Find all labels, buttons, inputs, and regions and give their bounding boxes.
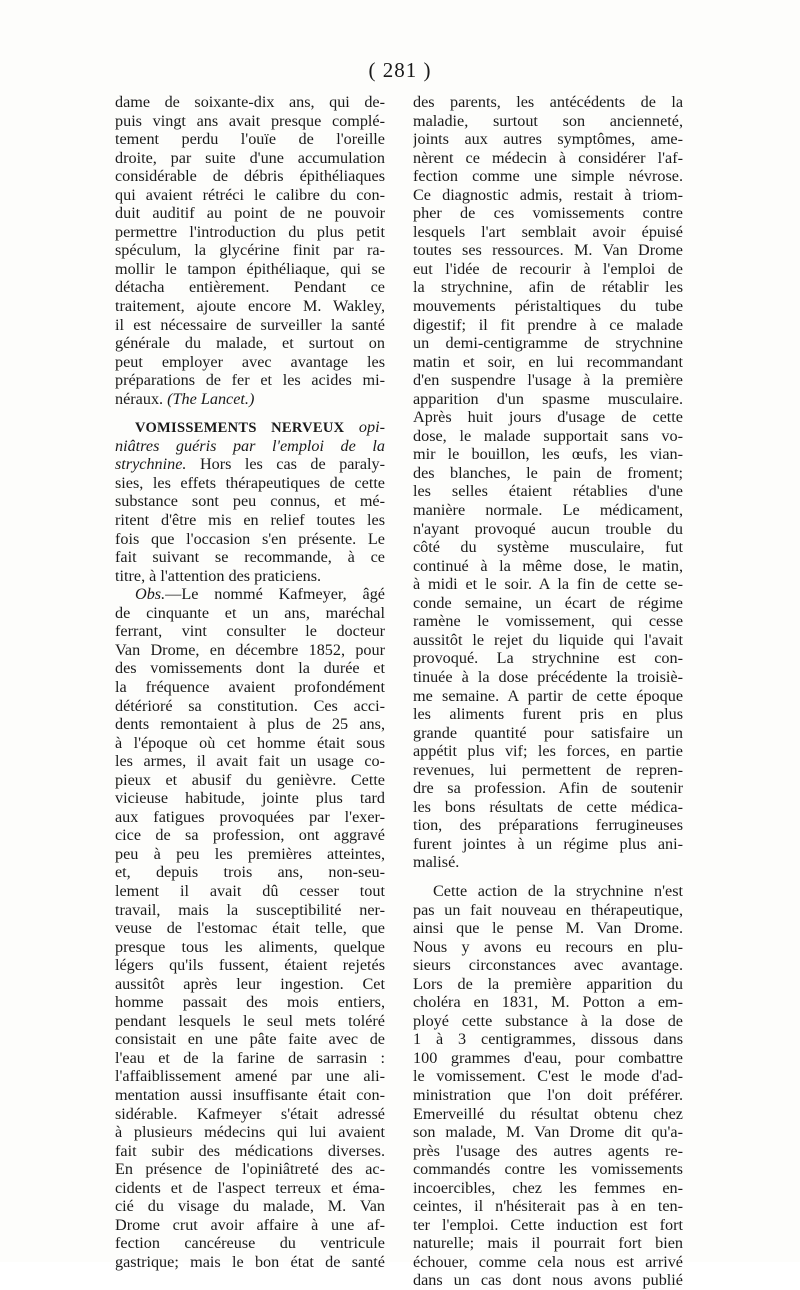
- right-column: [413, 93, 683, 1290]
- text-line: [115, 901, 385, 920]
- text-line: [115, 474, 385, 493]
- text-line: [115, 604, 385, 623]
- text-line: [115, 1234, 385, 1253]
- text-line: [115, 260, 385, 279]
- text-line: [413, 167, 683, 186]
- text-line: [413, 1012, 683, 1031]
- text-line: [115, 548, 385, 567]
- text-line: [413, 538, 683, 557]
- text-line: [413, 1086, 683, 1105]
- text-line-content: titre, à l'attention des praticiens.: [115, 566, 322, 585]
- text-line-content: consistait en une pâte faite avec de: [115, 1030, 385, 1049]
- text-line: [115, 167, 385, 186]
- text-line-content: des blanches, le pain de froment;: [413, 463, 683, 482]
- text-line: [115, 641, 385, 660]
- text-line-content: ceintes, il n'hésiterait pas à en ten-: [413, 1197, 683, 1216]
- text-line-content: tement perdu l'ouïe de l'oreille: [115, 130, 385, 149]
- text-line: [413, 557, 683, 576]
- text-line-content: des vomissements dont la durée et: [115, 659, 385, 678]
- text-line-content: tion, des préparations ferrugineuses: [413, 816, 683, 835]
- text-line-content: cié du visage du malade, M. Van: [115, 1197, 385, 1216]
- text-line-content: les armes, il avait fait un usage co-: [115, 752, 385, 771]
- text-line: [413, 464, 683, 483]
- text-line: [115, 93, 385, 112]
- observation-start-line: [115, 585, 385, 604]
- article-subtitle-end: strychnine.: [115, 455, 187, 474]
- text-line: [413, 93, 683, 112]
- text-line: [115, 241, 385, 260]
- text-line-content: à plusieurs médecins qui lui avaient: [115, 1123, 385, 1142]
- text-line: [115, 1216, 385, 1235]
- text-line: [115, 567, 385, 586]
- text-line-content: l'eau et de la farine de sarrasin :: [115, 1048, 385, 1067]
- text-line: [413, 724, 683, 743]
- text-line-content: dose, le malade supportait sans vo-: [413, 426, 683, 445]
- text-line: [413, 427, 683, 446]
- text-line: [115, 223, 385, 242]
- text-line-content: fait suivant se recommande, à ce: [115, 548, 385, 567]
- text-line: [115, 130, 385, 149]
- text-line-content: joints aux autres symptômes, ame-: [413, 130, 683, 149]
- text-line-content: sies, les effets thérapeutiques de cette: [115, 473, 385, 492]
- text-line: [413, 975, 683, 994]
- text-line: [413, 1105, 683, 1124]
- text-line-content: Nous y avons eu recours en plu-: [413, 937, 683, 956]
- text-line: [413, 241, 683, 260]
- text-line: [413, 371, 683, 390]
- article-title: VOMISSEMENTS NERVEUX: [135, 420, 345, 437]
- text-line: [115, 371, 385, 390]
- text-line: [413, 260, 683, 279]
- text-line-content: légers qu'ils fussent, étaient rejetés: [115, 956, 385, 975]
- text-line-content: des parents, les antécédents de la: [413, 93, 683, 111]
- text-line-content: la fréquence avaient profondément: [115, 677, 385, 696]
- text-line-content: un demi-centigramme de strychnine: [413, 334, 683, 353]
- text-line-content: préparations de fer et les acides mi-: [115, 371, 385, 390]
- article-subtitle-line-3: [115, 455, 385, 474]
- text-line-content: ministration que l'on doit préférer.: [413, 1085, 683, 1104]
- text-line: [115, 975, 385, 994]
- text-line: [115, 390, 385, 409]
- text-line: [413, 390, 683, 409]
- text-line-content: fection comme une simple névrose.: [413, 167, 683, 186]
- text-line-content: provoqué. La strychnine est con-: [413, 649, 683, 668]
- text-line-content: ter l'emploi. Cette induction est fort: [413, 1215, 683, 1234]
- text-line-content: travail, mais la susceptibilité ner-: [115, 900, 385, 919]
- text-line-content: fois que l'occasion s'en présente. Le: [115, 529, 385, 548]
- text-line-content: malisé.: [413, 853, 460, 872]
- text-line: [115, 697, 385, 716]
- text-line: [413, 297, 683, 316]
- text-line: [413, 316, 683, 335]
- text-line: [115, 1160, 385, 1179]
- text-line: [413, 853, 683, 872]
- text-line-content: mentation aussi insuffisante était con-: [115, 1085, 385, 1104]
- text-line-content: digestif; il fit prendre à ce malade: [413, 315, 683, 334]
- text-line: [413, 334, 683, 353]
- text-line: [115, 316, 385, 335]
- text-line: [115, 826, 385, 845]
- text-line: [115, 938, 385, 957]
- right-column-text: [413, 93, 683, 1290]
- text-line-content: ritent d'être mis en relief toutes les: [115, 511, 385, 530]
- text-line-content: d'en suspendre l'usage à la première: [413, 371, 683, 390]
- text-line-content: lement il avait dû cesser tout: [115, 881, 385, 900]
- text-line: [115, 278, 385, 297]
- text-line: [413, 445, 683, 464]
- text-line-content: ferrant, vint consulter le docteur: [115, 622, 385, 641]
- text-line: [115, 771, 385, 790]
- text-line-content: côté du système musculaire, fut: [413, 538, 683, 557]
- text-line: [115, 1105, 385, 1124]
- text-line: [413, 761, 683, 780]
- text-line: [115, 1179, 385, 1198]
- text-line: [115, 1086, 385, 1105]
- text-line-content: sidérable. Kafmeyer s'était adressé: [115, 1104, 385, 1123]
- text-line: [413, 687, 683, 706]
- text-line-content: cidents et de l'aspect terreux et éma-: [115, 1178, 385, 1197]
- text-line-content: détacha entièrement. Pendant ce: [115, 278, 385, 297]
- text-line: [115, 186, 385, 205]
- article-heading-block: [115, 418, 385, 474]
- text-line: [115, 1253, 385, 1272]
- left-column: [115, 93, 385, 1271]
- text-line: [413, 956, 683, 975]
- text-line-content: dre sa profession. Afin de soutenir: [413, 779, 683, 798]
- text-line: [115, 863, 385, 882]
- text-line: [413, 408, 683, 427]
- text-line-content: Lors de la première apparition du: [413, 974, 683, 993]
- text-line: [413, 353, 683, 372]
- text-line: [413, 779, 683, 798]
- text-line-content: détérioré sa constitution. Ces acci-: [115, 696, 385, 715]
- text-line: [413, 1067, 683, 1086]
- text-line: [115, 112, 385, 131]
- text-line-content: gastrique; mais le bon état de santé: [115, 1252, 385, 1271]
- text-line-content: conde semaine, un écart de régime: [413, 593, 683, 612]
- text-line: [115, 789, 385, 808]
- text-line-content: Emerveillé du résultat obtenu chez: [413, 1104, 683, 1123]
- text-line: [115, 734, 385, 753]
- text-line-content: à l'époque où cet homme était sous: [115, 733, 385, 752]
- text-line: [413, 1123, 683, 1142]
- text-line: [115, 752, 385, 771]
- text-line-content: mollir le tampon épithéliaque, qui se: [115, 259, 385, 278]
- text-line: [115, 956, 385, 975]
- text-line: [413, 882, 683, 901]
- article-intro: [115, 474, 385, 585]
- text-line-content: son malade, M. Van Drome dit qu'a-: [413, 1123, 683, 1142]
- text-line-content: furent jointes à un régime plus ani-: [413, 834, 683, 853]
- text-line-content: puis vingt ans avait presque complé-: [115, 111, 385, 130]
- text-line: [413, 612, 683, 631]
- paragraph-continued: [115, 93, 385, 408]
- text-line: [413, 278, 683, 297]
- text-line-content: les aliments furent pris en plus: [413, 705, 683, 724]
- text-line: [115, 1030, 385, 1049]
- text-line: [413, 112, 683, 131]
- text-line-content: la strychnine, afin de rétablir les: [413, 278, 683, 297]
- observation-body: [115, 604, 385, 1272]
- text-line-content: dans un cas dont nous avons publié: [413, 1271, 683, 1290]
- text-line-content: Après huit jours d'usage de cette: [413, 408, 683, 427]
- text-line: [115, 297, 385, 316]
- text-line-content: me semaine. A partir de cette époque: [413, 686, 683, 705]
- text-line-content: tinuée à la dose précédente la troisiè-: [413, 667, 683, 686]
- text-line: [413, 901, 683, 920]
- text-line: [413, 993, 683, 1012]
- text-line: [413, 798, 683, 817]
- text-line: [115, 1067, 385, 1086]
- text-line: [413, 130, 683, 149]
- text-line-content: 100 grammes d'eau, pour combattre: [413, 1048, 683, 1067]
- text-line: [115, 530, 385, 549]
- text-line-content: peu à peu les premières atteintes,: [115, 844, 385, 863]
- text-line-content: naturelle; mais il pourrait fort bien: [413, 1234, 683, 1253]
- text-line: [413, 1179, 683, 1198]
- text-line-content: continué à la même dose, le matin,: [413, 556, 683, 575]
- text-line: [413, 1142, 683, 1161]
- text-line-content: mouvements péristaltiques du tube: [413, 297, 683, 316]
- text-line: [413, 149, 683, 168]
- text-line: [115, 993, 385, 1012]
- text-line: [115, 204, 385, 223]
- text-line: [413, 1197, 683, 1216]
- text-line: [115, 715, 385, 734]
- text-line: [115, 678, 385, 697]
- text-line-content: près l'usage des autres agents re-: [413, 1141, 683, 1160]
- text-line-content: peut employer avec avantage les: [115, 352, 385, 371]
- text-line-content: considérable de débris épithéliaques: [115, 167, 385, 186]
- text-line: [413, 482, 683, 501]
- text-line-content: le vomissement. C'est le mode d'ad-: [413, 1067, 683, 1086]
- text-line: [413, 520, 683, 539]
- text-line-content: dents remontaient à plus de 25 ans,: [115, 715, 385, 734]
- text-line: [413, 1271, 683, 1290]
- text-line: [413, 919, 683, 938]
- text-line-content: Drome crut avoir affaire à une af-: [115, 1215, 385, 1234]
- text-line: [115, 492, 385, 511]
- text-line: [413, 223, 683, 242]
- text-line-content: ployé cette substance à la dose de: [413, 1011, 683, 1030]
- text-line: [413, 575, 683, 594]
- paragraph-gap: [413, 872, 683, 882]
- text-line-content: incoercibles, chez les femmes en-: [413, 1178, 683, 1197]
- text-line: [413, 649, 683, 668]
- text-line-content: générale du malade, et surtout on: [115, 334, 385, 353]
- text-line-content: pieux et abusif du genièvre. Cette: [115, 770, 385, 789]
- text-line: [413, 204, 683, 223]
- citation-source: (The Lancet.): [167, 389, 255, 408]
- text-line: [115, 808, 385, 827]
- text-line: [413, 668, 683, 687]
- text-line-content: choléra en 1831, M. Potton a em-: [413, 993, 683, 1012]
- text-line-content: ramène le vomissement, qui cesse: [413, 612, 683, 631]
- text-line-content: traitement, ajoute encore M. Wakley,: [115, 297, 385, 316]
- text-line: [115, 659, 385, 678]
- text-line-content: aux fatigues provoquées par l'exer-: [115, 807, 385, 826]
- text-line: [413, 501, 683, 520]
- text-line: [413, 1234, 683, 1253]
- text-line-content: les selles étaient rétablies d'une: [413, 482, 683, 501]
- page-number: ( 281 ): [368, 58, 432, 82]
- text-line-content: pher de ces vomissements contre: [413, 204, 683, 223]
- text-line-content: apparition d'un spasme musculaire.: [413, 389, 683, 408]
- text-line: [413, 1216, 683, 1235]
- text-line: [413, 1030, 683, 1049]
- text-line-content: vicieuse habitude, jointe plus tard: [115, 789, 385, 808]
- text-line: [413, 631, 683, 650]
- article-intro-start: Hors les cas de paraly-: [186, 455, 385, 474]
- text-line: [413, 594, 683, 613]
- text-line-content: manière normale. Le médicament,: [413, 501, 683, 520]
- article-title-rest: opi-: [344, 418, 385, 437]
- text-line-content: grande quantité pour satisfaire un: [413, 723, 683, 742]
- text-line: [413, 186, 683, 205]
- text-line-content: sieurs circonstances avec avantage.: [413, 956, 683, 975]
- text-line: [413, 742, 683, 761]
- text-line-content: pas un fait nouveau en thérapeutique,: [413, 900, 683, 919]
- text-line-content: maladie, surtout son ancienneté,: [413, 111, 683, 130]
- text-line-content: substance sont peu connus, et mé-: [115, 492, 385, 511]
- text-line-content: ainsi que le pense M. Van Drome.: [413, 919, 683, 938]
- text-line-content: toutes ses ressources. M. Van Drome: [413, 241, 683, 260]
- text-line-content: lesquels l'art semblait avoir épuisé: [413, 222, 683, 241]
- text-line-content: échouer, comme cela nous est arrivé: [413, 1252, 683, 1271]
- text-line-content: pendant lesquels le seul mets toléré: [115, 1011, 385, 1030]
- observation-label: Obs.: [135, 585, 166, 604]
- text-line: [115, 882, 385, 901]
- text-line-content: l'affaiblissement amené par une ali-: [115, 1067, 385, 1086]
- observation-start-text: —Le nommé Kafmeyer, âgé: [165, 585, 385, 604]
- article-subtitle-line: niâtres guéris par l'emploi de la: [115, 436, 385, 455]
- text-line: [413, 705, 683, 724]
- text-line-content: mir le bouillon, les œufs, les vian-: [413, 445, 683, 464]
- text-line: [115, 1012, 385, 1031]
- text-line-content: matin et soir, en lui recommandant: [413, 352, 683, 371]
- text-line: [115, 622, 385, 641]
- text-line: [115, 919, 385, 938]
- text-line-content: Cette action de la strychnine n'est: [433, 881, 683, 900]
- text-line-content: droite, par suite d'une accumulation: [115, 148, 385, 167]
- text-line: [413, 1049, 683, 1068]
- text-line-content: homme passait des mois entiers,: [115, 993, 385, 1012]
- text-line-content: nèrent ce médecin à considérer l'af-: [413, 148, 683, 167]
- text-line-content: revenues, lui permettent de repren-: [413, 760, 683, 779]
- text-line: [115, 1142, 385, 1161]
- text-line: [115, 845, 385, 864]
- text-line: [115, 334, 385, 353]
- text-line-content: dame de soixante-dix ans, qui de-: [115, 93, 385, 111]
- text-line-content: duit auditif au point de ne pouvoir: [115, 204, 385, 223]
- text-line-content: eut l'idée de recourir à l'emploi de: [413, 259, 683, 278]
- text-line-content: Van Drome, en décembre 1852, pour: [115, 640, 385, 659]
- text-line-content: fection cancéreuse du ventricule: [115, 1234, 385, 1253]
- text-line-content: appétit plus vif; les forces, en partie: [413, 742, 683, 761]
- text-line: [413, 1160, 683, 1179]
- text-line-content: 1 à 3 centigrammes, dissous dans: [413, 1030, 683, 1049]
- text-line-content: commandés contre les vomissements: [413, 1160, 683, 1179]
- text-line-content: néraux.: [115, 389, 168, 408]
- text-line: [413, 1253, 683, 1272]
- text-line: [413, 835, 683, 854]
- paragraph-gap: [115, 408, 385, 418]
- text-line-content: aussitôt le rejet du liquide qui l'avait: [413, 630, 683, 649]
- text-line-content: et, depuis trois ans, non-seu-: [115, 863, 385, 882]
- text-line-content: Ce diagnostic admis, restait à triom-: [413, 185, 683, 204]
- text-line: [413, 816, 683, 835]
- text-line: [115, 1197, 385, 1216]
- text-line: [115, 149, 385, 168]
- text-line: [413, 938, 683, 957]
- text-line: [115, 1123, 385, 1142]
- text-line: [115, 353, 385, 372]
- text-line-content: de cinquante et un ans, maréchal: [115, 603, 385, 622]
- text-line-content: cice de sa profession, ont aggravé: [115, 826, 385, 845]
- text-line-content: les bons résultats de cette médica-: [413, 797, 683, 816]
- text-line-content: n'ayant provoqué aucun trouble du: [413, 519, 683, 538]
- text-line-content: spéculum, la glycérine finit par ra-: [115, 241, 385, 260]
- text-line-content: permettre l'introduction du plus petit: [115, 222, 385, 241]
- text-line-content: aussitôt après leur ingestion. Cet: [115, 974, 385, 993]
- text-line: [115, 1049, 385, 1068]
- text-line-content: fait subir des médications diverses.: [115, 1141, 385, 1160]
- text-line-content: qui avaient rétréci le calibre du con-: [115, 185, 385, 204]
- text-line: [115, 511, 385, 530]
- text-line-content: En présence de l'opiniâtreté des ac-: [115, 1160, 385, 1179]
- text-line-content: veuse de l'estomac était telle, que: [115, 919, 385, 938]
- text-line-content: presque tous les aliments, quelque: [115, 937, 385, 956]
- text-line-content: à midi et le soir. A la fin de cette se-: [413, 575, 683, 594]
- article-heading-line: [115, 418, 385, 437]
- text-line-content: il est nécessaire de surveiller la santé: [115, 315, 385, 334]
